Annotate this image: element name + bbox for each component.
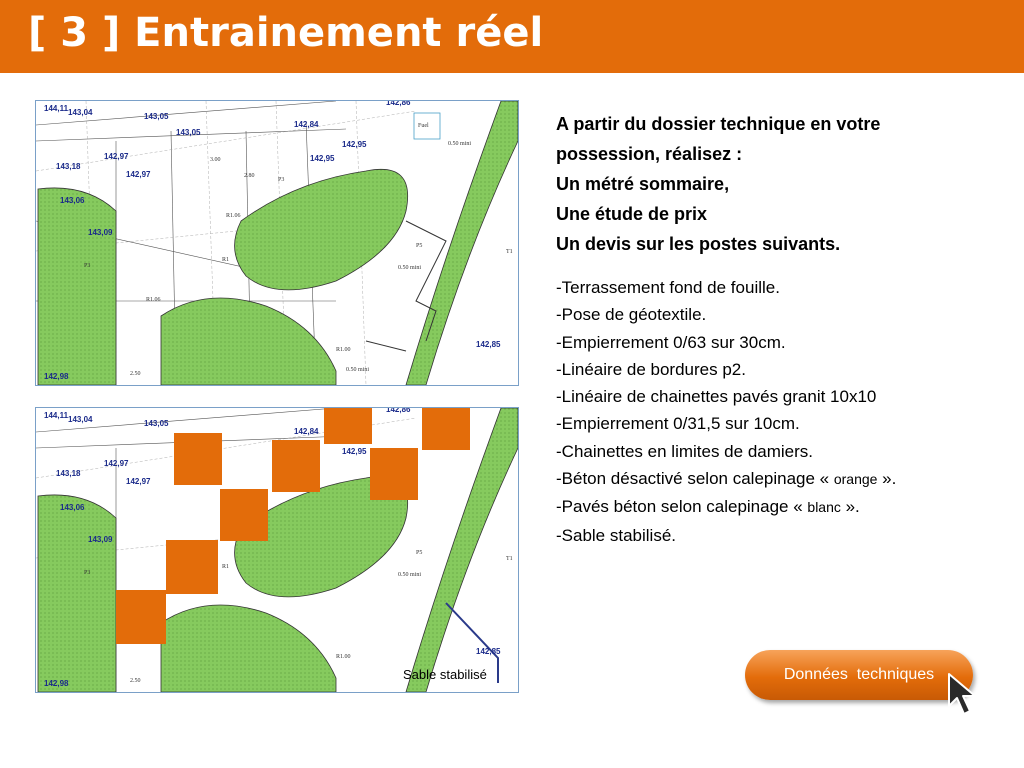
- paving-square: [166, 540, 218, 594]
- instruction-line: Un métré sommaire,: [556, 174, 730, 194]
- svg-text:142,98: 142,98: [44, 679, 69, 688]
- instruction-line: Un devis sur les postes suivants.: [556, 234, 841, 254]
- svg-text:143,09: 143,09: [88, 535, 113, 544]
- instructions: [556, 109, 986, 549]
- svg-text:3.00: 3.00: [210, 157, 221, 163]
- svg-text:R1: R1: [222, 257, 230, 263]
- lawn-strip: [406, 408, 518, 692]
- lawn-area: [235, 169, 408, 290]
- task-item: -Empierrement 0/31,5 sur 10cm.: [556, 414, 800, 434]
- svg-text:R1.06: R1.06: [146, 297, 161, 303]
- site-plan-bottom: [35, 407, 519, 693]
- task-item: -Linéaire de chainettes pavés granit 10x10: [556, 387, 877, 407]
- svg-text:143,09: 143,09: [88, 228, 113, 237]
- svg-text:143,05: 143,05: [176, 128, 201, 137]
- site-plan-drawing: [36, 101, 518, 385]
- site-plan-top: [35, 100, 519, 386]
- svg-text:0.50 mini: 0.50 mini: [398, 265, 422, 271]
- lawn-area: [161, 605, 336, 692]
- svg-text:142,84: 142,84: [294, 120, 319, 129]
- instruction-line: A partir du dossier technique en votre: [556, 114, 881, 134]
- svg-text:142,85: 142,85: [476, 647, 501, 656]
- lawn-area: [38, 188, 116, 385]
- svg-text:142,97: 142,97: [126, 170, 151, 179]
- svg-text:0.50 mini: 0.50 mini: [448, 141, 472, 147]
- beton-prefix: -Béton désactivé selon calepinage «: [556, 469, 834, 489]
- svg-text:2.80: 2.80: [244, 173, 255, 179]
- svg-text:P5: P5: [416, 243, 423, 249]
- svg-text:Fuel: Fuel: [418, 123, 429, 129]
- svg-text:142,95: 142,95: [342, 140, 367, 149]
- svg-text:T1: T1: [506, 249, 513, 255]
- svg-text:R1.06: R1.06: [226, 213, 241, 219]
- svg-text:143,05: 143,05: [144, 419, 169, 428]
- task-item: -Chainettes en limites de damiers.: [556, 441, 814, 461]
- svg-text:142,97: 142,97: [104, 459, 129, 468]
- svg-text:R1: R1: [222, 564, 230, 570]
- arrow-cursor-icon: [947, 672, 985, 722]
- lawn-area: [161, 298, 336, 385]
- sable-stabilise-label: Sable stabilisé: [403, 667, 487, 682]
- paving-square: [220, 489, 268, 541]
- paving-square: [370, 448, 418, 500]
- svg-text:142,85: 142,85: [476, 340, 501, 349]
- beton-color-word: orange: [833, 471, 878, 488]
- svg-text:143,04: 143,04: [68, 108, 93, 117]
- svg-text:142,86: 142,86: [386, 408, 411, 414]
- svg-text:142,98: 142,98: [44, 372, 69, 381]
- svg-text:R1.00: R1.00: [336, 347, 351, 353]
- svg-text:142,95: 142,95: [310, 154, 335, 163]
- svg-text:143,18: 143,18: [56, 162, 81, 171]
- instruction-line: Une étude de prix: [556, 204, 708, 224]
- title-bar: [0, 0, 1024, 73]
- task-item: -Terrassement fond de fouille.: [556, 278, 780, 297]
- task-item: -Pose de géotextile.: [556, 305, 707, 325]
- task-item: -Linéaire de bordures p2.: [556, 359, 746, 379]
- paving-square: [324, 408, 372, 444]
- instruction-line: possession, réalisez :: [556, 144, 743, 164]
- paving-square: [174, 433, 222, 485]
- svg-text:0.50 mini: 0.50 mini: [398, 572, 422, 578]
- svg-text:144,11: 144,11: [44, 104, 69, 113]
- task-item-paves: [556, 493, 986, 521]
- svg-text:P3: P3: [84, 570, 91, 576]
- task-item-beton: [556, 465, 986, 493]
- task-item: -Empierrement 0/63 sur 30cm.: [556, 332, 786, 352]
- paving-square: [272, 440, 320, 492]
- svg-text:2.50: 2.50: [130, 371, 141, 377]
- paving-square: [116, 590, 166, 644]
- task-item: -Sable stabilisé.: [556, 525, 677, 545]
- donnees-techniques-button[interactable]: Données techniques: [745, 650, 973, 700]
- paves-suffix: ».: [840, 497, 860, 517]
- svg-text:2.50: 2.50: [130, 678, 141, 684]
- svg-text:P5: P5: [416, 550, 423, 556]
- svg-text:142,86: 142,86: [386, 101, 411, 107]
- svg-text:142,97: 142,97: [104, 152, 129, 161]
- svg-text:143,18: 143,18: [56, 469, 81, 478]
- page-title: [ 3 ] Entrainement réel: [28, 10, 544, 56]
- svg-text:T1: T1: [506, 556, 513, 562]
- svg-text:0.50 mini: 0.50 mini: [346, 367, 370, 373]
- spacer: [556, 259, 986, 274]
- svg-text:143,06: 143,06: [60, 196, 85, 205]
- svg-text:142,84: 142,84: [294, 427, 319, 436]
- svg-text:143,06: 143,06: [60, 503, 85, 512]
- svg-text:144,11: 144,11: [44, 411, 69, 420]
- site-plan-calepinage: [36, 408, 518, 692]
- svg-text:143,04: 143,04: [68, 415, 93, 424]
- paving-square: [422, 408, 470, 450]
- svg-text:P3: P3: [84, 263, 91, 269]
- paves-prefix: -Pavés béton selon calepinage «: [556, 497, 808, 517]
- svg-text:R1.00: R1.00: [336, 654, 351, 660]
- svg-text:P3: P3: [278, 177, 285, 183]
- svg-text:142,97: 142,97: [126, 477, 151, 486]
- beton-suffix: ».: [877, 469, 897, 489]
- svg-text:143,05: 143,05: [144, 112, 169, 121]
- lawn-area: [38, 495, 116, 692]
- svg-text:142,95: 142,95: [342, 447, 367, 456]
- paves-color-word: blanc: [807, 499, 841, 516]
